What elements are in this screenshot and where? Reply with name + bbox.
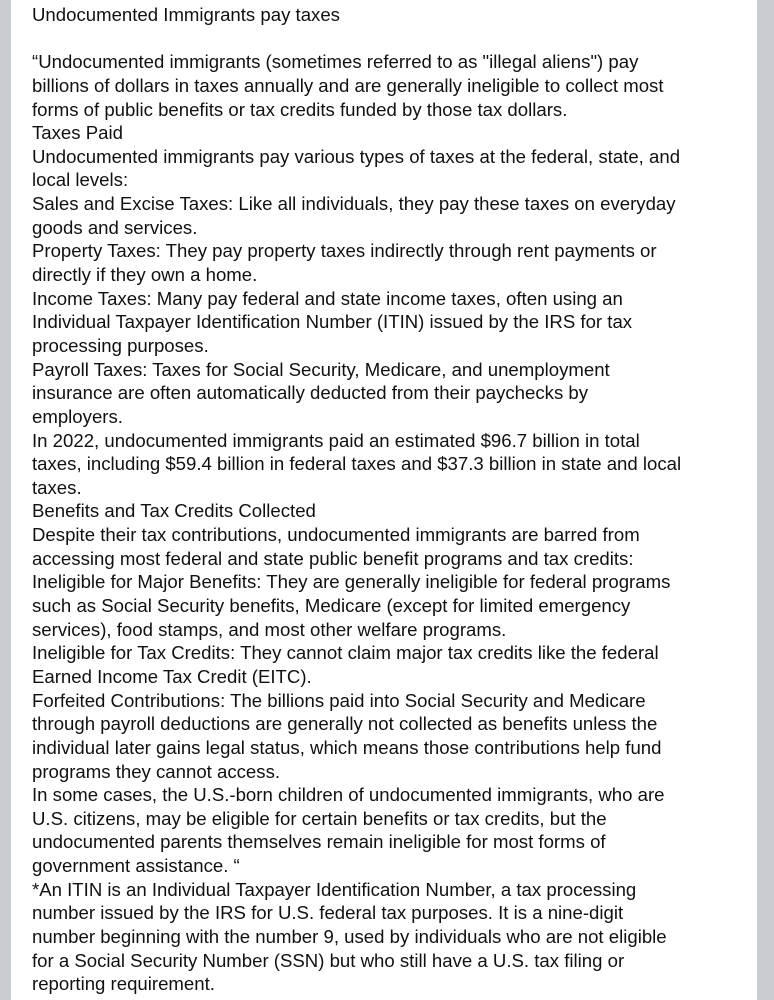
text-line: services), food stamps, and most other welfare programs. bbox=[32, 618, 507, 640]
text-line: Ineligible for Tax Credits: They cannot claim major tax credits like the federal bbox=[32, 642, 659, 664]
text-line: *An ITIN is an Individual Taxpayer Identification Number, a tax processing bbox=[32, 878, 637, 900]
text-line: local levels: bbox=[32, 169, 129, 191]
note-page bbox=[11, 0, 757, 1000]
paragraph bbox=[32, 121, 681, 145]
blank-line bbox=[32, 27, 681, 51]
text-line: Individual Taxpayer Identification Number (ITIN) issued by the IRS for tax bbox=[32, 311, 633, 333]
text-line: Undocumented immigrants pay various types of taxes at the federal, state, and bbox=[32, 145, 681, 167]
text-line: Taxes Paid bbox=[32, 122, 123, 144]
text-line: billions of dollars in taxes annually and are generally ineligible to collect most bbox=[32, 74, 664, 96]
text-line: government assistance. “ bbox=[32, 855, 240, 877]
paragraph bbox=[32, 239, 681, 286]
text-line: processing purposes. bbox=[32, 334, 209, 356]
text-line: Despite their tax contributions, undocumented immigrants are barred from bbox=[32, 524, 640, 546]
paragraph bbox=[32, 523, 681, 570]
text-line: taxes. bbox=[32, 476, 82, 498]
text-line: “Undocumented immigrants (sometimes referred to as "illegal aliens") pay bbox=[32, 51, 639, 73]
text-line: number issued by the IRS for U.S. federal tax purposes. It is a nine-digit bbox=[32, 902, 624, 924]
text-line: Payroll Taxes: Taxes for Social Security, Medicare, and unemployment bbox=[32, 358, 610, 380]
paragraph bbox=[32, 570, 681, 641]
paragraph bbox=[32, 358, 681, 429]
text-line: taxes, including $59.4 billion in federal taxes and $37.3 billion in state and local bbox=[32, 453, 682, 475]
paragraph bbox=[32, 50, 681, 121]
paragraph bbox=[32, 287, 681, 358]
text-line: Earned Income Tax Credit (EITC). bbox=[32, 665, 312, 687]
paragraph bbox=[32, 878, 681, 996]
paragraph bbox=[32, 499, 681, 523]
paragraph bbox=[32, 783, 681, 878]
text-line: Forfeited Contributions: The billions paid into Social Security and Medicare bbox=[32, 689, 646, 711]
text-line: Property Taxes: They pay property taxes indirectly through rent payments or bbox=[32, 240, 657, 262]
text-line: individual later gains legal status, which means those contributions help fund bbox=[32, 736, 662, 758]
paragraph bbox=[32, 641, 681, 688]
note-body[interactable] bbox=[32, 3, 681, 996]
text-line: U.S. citizens, may be eligible for certain benefits or tax credits, but the bbox=[32, 807, 607, 829]
text-line: Sales and Excise Taxes: Like all individuals, they pay these taxes on everyday bbox=[32, 193, 676, 215]
paragraph bbox=[32, 689, 681, 784]
paragraph bbox=[32, 145, 681, 192]
text-line: undocumented parents themselves remain ineligible for most forms of bbox=[32, 831, 606, 853]
text-line: In 2022, undocumented immigrants paid an estimated $96.7 billion in total bbox=[32, 429, 640, 451]
text-line: In some cases, the U.S.-born children of undocumented immigrants, who are bbox=[32, 784, 665, 806]
paragraph bbox=[32, 192, 681, 239]
text-line: forms of public benefits or tax credits funded by those tax dollars. bbox=[32, 98, 568, 120]
paragraph bbox=[32, 429, 681, 500]
text-line: through payroll deductions are generally not collected as benefits unless the bbox=[32, 713, 658, 735]
text-line: accessing most federal and state public benefit programs and tax credits: bbox=[32, 547, 634, 569]
text-line: employers. bbox=[32, 405, 123, 427]
text-line: number beginning with the number 9, used by individuals who are not eligible bbox=[32, 925, 667, 947]
text-line: directly if they own a home. bbox=[32, 264, 258, 286]
text-line: Ineligible for Major Benefits: They are generally ineligible for federal programs bbox=[32, 571, 671, 593]
text-line: for a Social Security Number (SSN) but who still have a U.S. tax filing or bbox=[32, 949, 625, 971]
text-line: programs they cannot access. bbox=[32, 760, 281, 782]
text-line: Income Taxes: Many pay federal and state income taxes, often using an bbox=[32, 287, 623, 309]
text-line: goods and services. bbox=[32, 216, 198, 238]
note-title: Undocumented Immigrants pay taxes bbox=[32, 4, 340, 25]
text-line: reporting requirement. bbox=[32, 973, 215, 995]
text-line: such as Social Security benefits, Medicare (except for limited emergency bbox=[32, 595, 631, 617]
text-line: insurance are often automatically deducted from their paychecks by bbox=[32, 382, 589, 404]
text-line: Benefits and Tax Credits Collected bbox=[32, 500, 316, 522]
